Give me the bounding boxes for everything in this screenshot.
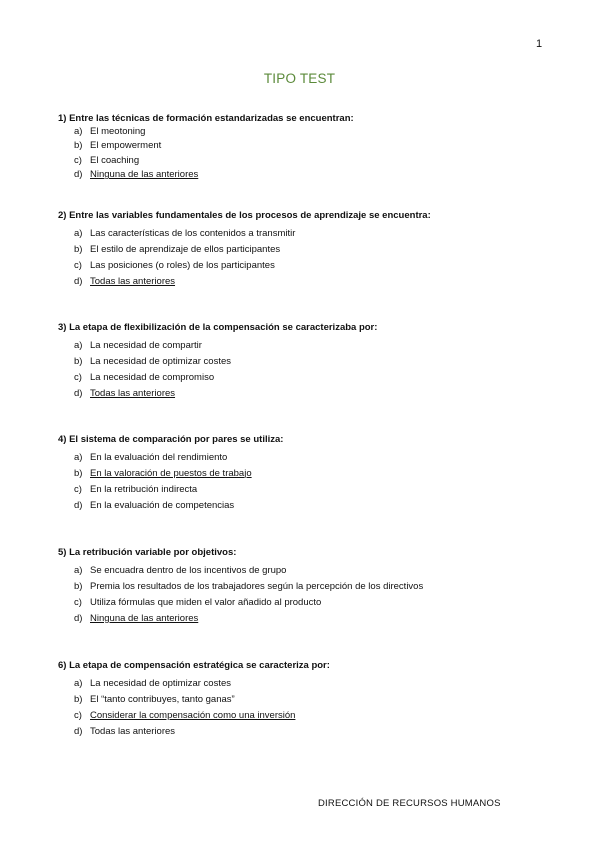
option-text-correct: Considerar la compensación como una inversión: [90, 709, 296, 721]
answer-option: [58, 273, 558, 289]
answer-option: [58, 168, 558, 183]
option-text: En la evaluación de competencias: [90, 499, 235, 511]
option-text: Premia los resultados de los trabajadores según la percepción de los directivos: [90, 580, 424, 592]
answer-option: [58, 465, 558, 481]
option-letter: d): [74, 387, 83, 399]
answer-option: [58, 385, 558, 401]
option-letter: c): [74, 154, 82, 166]
answer-option: [58, 369, 558, 385]
option-letter: c): [74, 596, 82, 608]
option-letter: c): [74, 709, 82, 721]
question-6: [58, 660, 558, 739]
option-letter: b): [74, 693, 83, 705]
answer-option: [58, 610, 558, 626]
option-letter: d): [74, 725, 83, 737]
option-text: El estilo de aprendizaje de ellos participantes: [90, 243, 281, 255]
answer-option: [58, 675, 558, 691]
option-letter: a): [74, 227, 83, 239]
question-4: [58, 434, 558, 513]
question-heading: 1) Entre las técnicas de formación estandarizadas se encuentran:: [58, 113, 354, 124]
option-letter: b): [74, 140, 83, 152]
option-letter: c): [74, 259, 82, 271]
option-letter: a): [74, 677, 83, 689]
option-letter: b): [74, 243, 83, 255]
question-heading: 3) La etapa de flexibilización de la compensación se caracterizaba por:: [58, 322, 378, 333]
question-5: [58, 547, 558, 626]
answer-option: [58, 241, 558, 257]
answer-option: [58, 124, 558, 139]
option-letter: d): [74, 499, 83, 511]
option-letter: d): [74, 612, 83, 624]
option-text: En la evaluación del rendimiento: [90, 451, 228, 463]
option-letter: d): [74, 169, 83, 181]
option-letter: a): [74, 339, 83, 351]
answer-option: [58, 497, 558, 513]
option-letter: a): [74, 564, 83, 576]
option-text: Todas las anteriores: [90, 725, 176, 737]
answer-option: [58, 594, 558, 610]
question-2: [58, 210, 558, 289]
question-heading: 4) El sistema de comparación por pares se utiliza:: [58, 434, 284, 445]
question-heading: 6) La etapa de compensación estratégica se caracteriza por:: [58, 660, 330, 671]
question-1: [58, 113, 558, 182]
answer-option: [58, 257, 558, 273]
option-text: El empowerment: [90, 140, 162, 152]
option-text: Las características de los contenidos a transmitir: [90, 227, 296, 239]
question-heading: 5) La retribución variable por objetivos:: [58, 547, 237, 558]
answer-option: [58, 139, 558, 154]
option-text-correct: Todas las anteriores: [90, 275, 176, 287]
option-text: En la retribución indirecta: [90, 483, 198, 495]
option-letter: b): [74, 467, 83, 479]
option-letter: b): [74, 580, 83, 592]
question-3: [58, 322, 558, 401]
option-text: El “tanto contribuyes, tanto ganas”: [90, 693, 235, 705]
answer-option: [58, 723, 558, 739]
answer-option: [58, 578, 558, 594]
option-text: El meotoning: [90, 125, 146, 137]
option-text: La necesidad de compromiso: [90, 371, 215, 383]
option-text-correct: Ninguna de las anteriores: [90, 612, 199, 624]
option-letter: b): [74, 355, 83, 367]
option-text: El coaching: [90, 154, 140, 166]
option-text: Se encuadra dentro de los incentivos de grupo: [90, 564, 287, 576]
option-letter: a): [74, 451, 83, 463]
answer-option: [58, 481, 558, 497]
option-text-correct: Ninguna de las anteriores: [90, 169, 199, 181]
answer-option: [58, 449, 558, 465]
page-number: 1: [536, 38, 543, 50]
option-text: Utiliza fórmulas que miden el valor añadido al producto: [90, 596, 322, 608]
option-letter: c): [74, 371, 82, 383]
question-heading: 2) Entre las variables fundamentales de los procesos de aprendizaje se encuentra:: [58, 210, 431, 221]
answer-option: [58, 691, 558, 707]
answer-option: [58, 707, 558, 723]
option-letter: c): [74, 483, 82, 495]
option-letter: d): [74, 275, 83, 287]
option-text: La necesidad de optimizar costes: [90, 355, 231, 367]
page-title: TIPO TEST: [263, 71, 336, 86]
option-text: La necesidad de compartir: [90, 339, 202, 351]
option-text: La necesidad de optimizar costes: [90, 677, 231, 689]
option-text-correct: Todas las anteriores: [90, 387, 176, 399]
option-letter: a): [74, 125, 83, 137]
option-text-correct: En la valoración de puestos de trabajo: [90, 467, 252, 479]
answer-option: [58, 562, 558, 578]
answer-option: [58, 225, 558, 241]
answer-option: [58, 353, 558, 369]
answer-option: [58, 153, 558, 168]
option-text: Las posiciones (o roles) de los participantes: [90, 259, 275, 271]
footer-text: DIRECCIÓN DE RECURSOS HUMANOS: [318, 798, 501, 809]
answer-option: [58, 337, 558, 353]
